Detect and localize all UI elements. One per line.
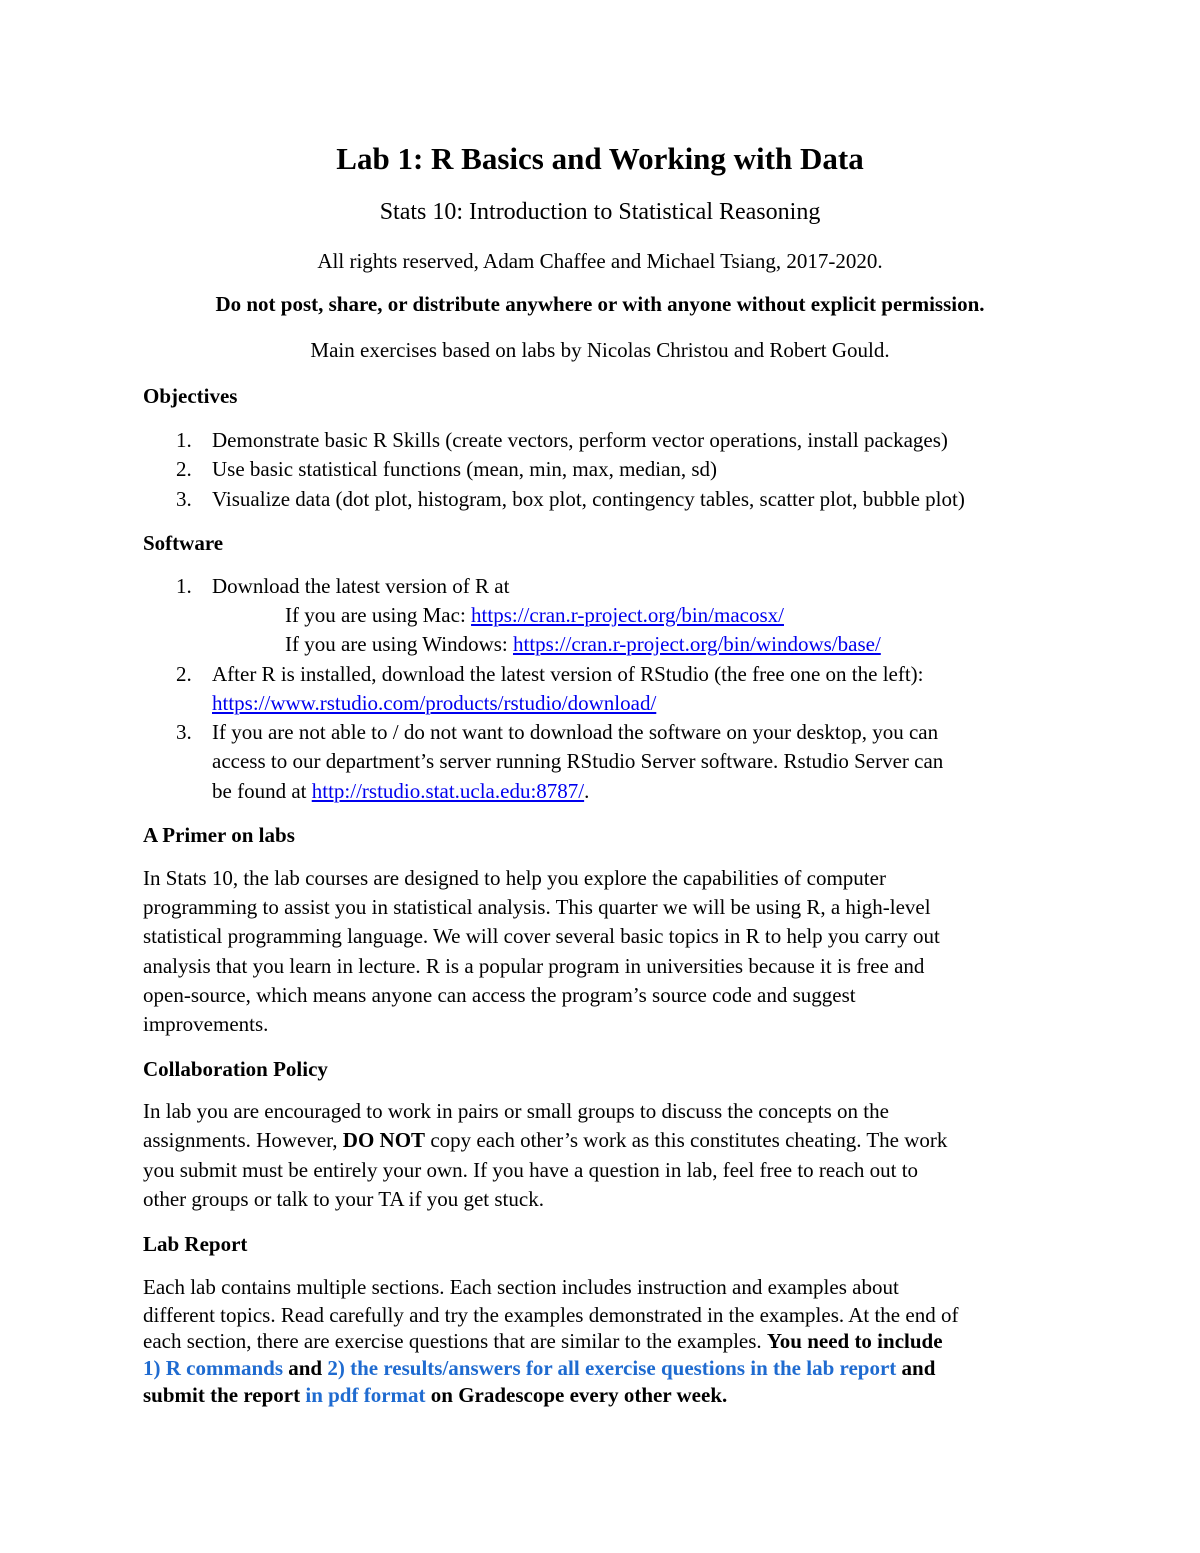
rstudio-server-line [212, 781, 589, 802]
do-not-emphasis: DO NOT [342, 1128, 426, 1152]
rstudio-download-link[interactable]: https://www.rstudio.com/products/rstudio/download/ [212, 691, 657, 715]
course-subtitle: Stats 10: Introduction to Statistical Reasoning [379, 199, 821, 225]
distribution-warning: Do not post, share, or distribute anywhere or with anyone without explicit permission. [215, 292, 985, 316]
collaboration-line [143, 1130, 947, 1151]
report-line [143, 1385, 727, 1406]
mac-label: If you are using Mac: [285, 603, 472, 627]
collaboration-line: In lab you are encouraged to work in pairs or small groups to discuss the concepts on the [143, 1099, 889, 1123]
collaboration-heading: Collaboration Policy [143, 1057, 328, 1081]
software-item: After R is installed, download the latest version of RStudio (the free one on the left): [212, 662, 924, 686]
server-prefix: be found at [212, 779, 312, 803]
software-item: Download the latest version of R at [212, 574, 510, 598]
report-line [143, 1358, 935, 1379]
collaboration-line: other groups or talk to your TA if you get stuck. [143, 1187, 544, 1211]
objective-item: Use basic statistical functions (mean, min, max, median, sd) [212, 457, 718, 481]
objective-item: Visualize data (dot plot, histogram, box plot, contingency tables, scatter plot, bubble plot) [212, 487, 965, 511]
report-line: different topics. Read carefully and try the examples demonstrated in the examples. At the end of [143, 1303, 959, 1327]
primer-line: open-source, which means anyone can access the program’s source code and suggest [143, 983, 856, 1007]
report-emphasis: on Gradescope every other week. [425, 1383, 728, 1407]
software-number: 3. [176, 720, 192, 744]
objective-number: 3. [176, 487, 192, 511]
windows-label: If you are using Windows: [285, 632, 513, 656]
objectives-heading: Objectives [143, 384, 238, 408]
report-line: Each lab contains multiple sections. Each section includes instruction and examples about [143, 1275, 899, 1299]
primer-line: programming to assist you in statistical analysis. This quarter we will be using R, a high-level [143, 895, 931, 919]
report-emphasis: submit the report [143, 1383, 306, 1407]
rights-notice: All rights reserved, Adam Chaffee and Michael Tsiang, 2017-2020. [317, 249, 883, 273]
collaboration-line: you submit must be entirely your own. If you have a question in lab, feel free to reach out to [143, 1158, 919, 1182]
objective-item: Demonstrate basic R Skills (create vectors, perform vector operations, install packages) [212, 428, 948, 452]
software-number: 1. [176, 574, 192, 598]
primer-line: improvements. [143, 1012, 269, 1036]
primer-line: In Stats 10, the lab courses are designed to help you explore the capabilities of computer [143, 866, 886, 890]
collab-text: assignments. However, [143, 1128, 343, 1152]
software-item-continued: access to our department’s server running RStudio Server software. Rstudio Server can [212, 749, 944, 773]
rstudio-server-link[interactable]: http://rstudio.stat.ucla.edu:8787/ [311, 779, 585, 803]
page-title: Lab 1: R Basics and Working with Data [336, 141, 864, 176]
report-emphasis: and [896, 1356, 936, 1380]
objective-number: 2. [176, 457, 192, 481]
primer-heading: A Primer on labs [143, 823, 295, 847]
windows-download-link[interactable]: https://cran.r-project.org/bin/windows/base/ [513, 632, 881, 656]
software-number: 2. [176, 662, 192, 686]
windows-download-line [285, 634, 881, 655]
objective-number: 1. [176, 428, 192, 452]
report-text: each section, there are exercise questions that are similar to the examples. [143, 1329, 767, 1353]
lab-report-heading: Lab Report [143, 1232, 248, 1256]
collab-text: copy each other’s work as this constitutes cheating. The work [425, 1128, 948, 1152]
report-emphasis: You need to include [766, 1329, 943, 1353]
attribution: Main exercises based on labs by Nicolas Christou and Robert Gould. [310, 338, 890, 362]
r-commands-highlight: 1) R commands [143, 1356, 283, 1380]
report-line [143, 1331, 943, 1352]
report-emphasis: and [283, 1356, 328, 1380]
server-suffix: . [584, 779, 590, 803]
pdf-format-highlight: in pdf format [305, 1383, 426, 1407]
mac-download-line [285, 605, 784, 626]
software-heading: Software [143, 531, 224, 555]
primer-line: statistical programming language. We will cover several basic topics in R to help you carry out [143, 924, 940, 948]
primer-line: analysis that you learn in lecture. R is a popular program in universities because it is free and [143, 954, 925, 978]
software-item: If you are not able to / do not want to download the software on your desktop, you can [212, 720, 939, 744]
mac-download-link[interactable]: https://cran.r-project.org/bin/macosx/ [471, 603, 784, 627]
results-highlight: 2) the results/answers for all exercise questions in the lab report [327, 1356, 897, 1380]
